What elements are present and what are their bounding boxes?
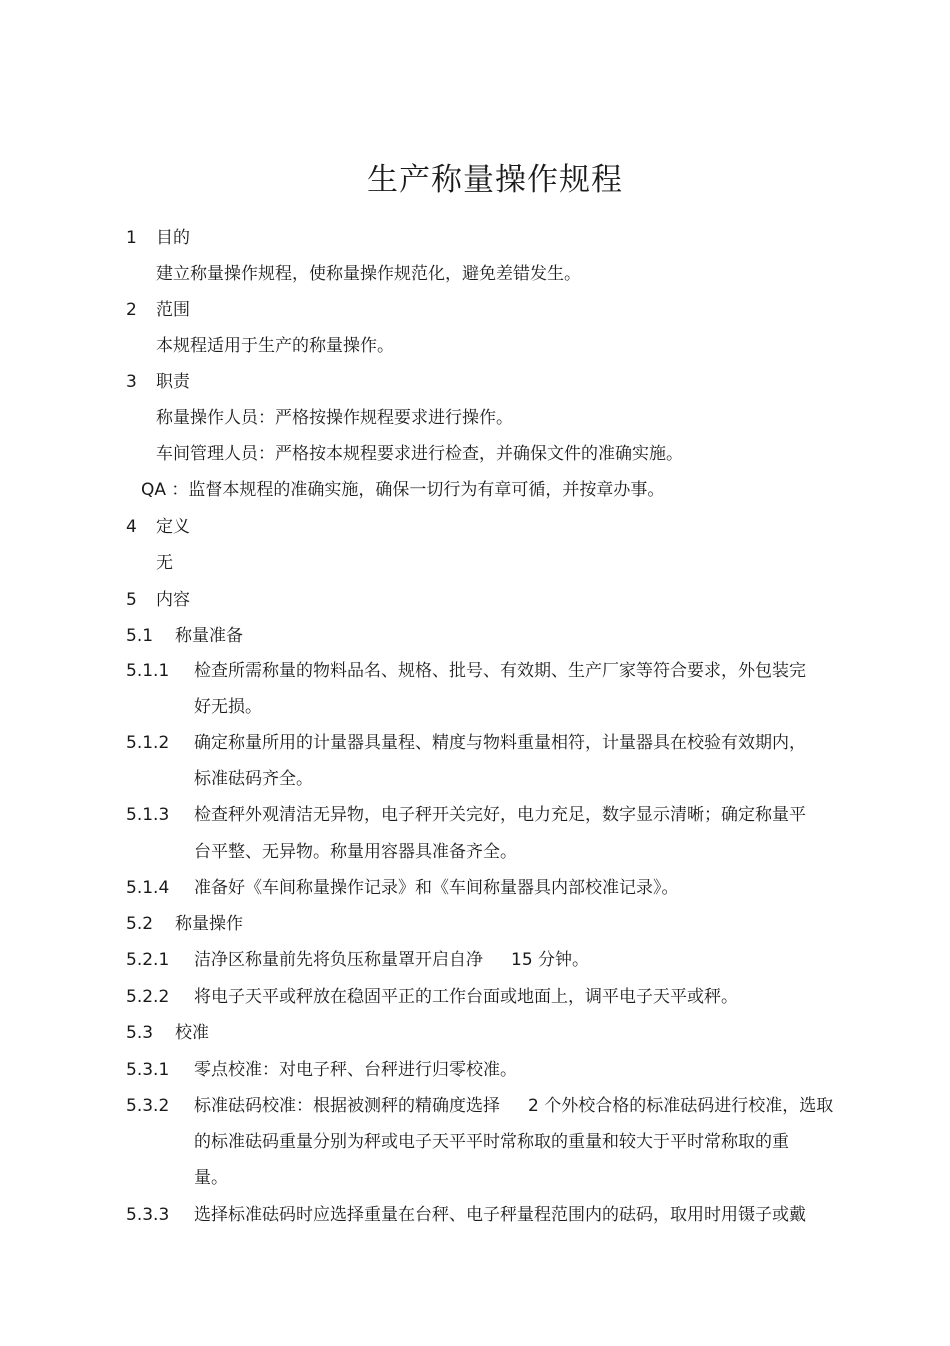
item-text: 标准砝码齐全。 — [194, 769, 313, 789]
section-number: 3 — [126, 372, 137, 392]
item-number: 5.3.2 — [126, 1096, 170, 1116]
item-text: 选择标准砝码时应选择重量在台秤、电子秤量程范围内的砝码，取用时用镊子或戴 — [194, 1205, 806, 1225]
subsection-number: 5.2 — [126, 914, 154, 934]
section-heading: 定义 — [156, 517, 190, 537]
item-number: 5.1.3 — [126, 805, 170, 825]
item-text-part: 洁净区称量前先将负压称量罩开启自净 — [194, 950, 483, 970]
item-text: 将电子天平或秤放在稳固平正的工作台面或地面上，调平电子天平或秤。 — [194, 987, 738, 1007]
subsection-heading: 称量操作 — [175, 914, 243, 934]
subsection-number: 5.1 — [126, 626, 154, 646]
section-heading: 范围 — [156, 300, 190, 320]
item-text-part: 15 分钟。 — [511, 950, 590, 970]
paragraph: 本规程适用于生产的称量操作。 — [156, 336, 394, 356]
item-text: 确定称量所用的计量器具量程、精度与物料重量相符，计量器具在校验有效期内， — [194, 733, 806, 753]
item-number: 5.1.4 — [126, 878, 170, 898]
item-text: 检查秤外观清洁无异物，电子秤开关完好，电力充足，数字显示清晰；确定称量平 — [194, 805, 806, 825]
item-number: 5.1.1 — [126, 661, 170, 681]
section-heading: 目的 — [156, 228, 190, 248]
section-number: 2 — [126, 300, 137, 320]
section-number: 5 — [126, 590, 137, 610]
section-heading: 职责 — [156, 372, 190, 392]
page-title: 生产称量操作规程 — [367, 162, 623, 198]
subsection-number: 5.3 — [126, 1023, 154, 1043]
section-number: 1 — [126, 228, 137, 248]
paragraph: QA ：监督本规程的准确实施，确保一切行为有章可循，并按章办事。 — [141, 480, 665, 500]
paragraph: 称量操作人员：严格按操作规程要求进行操作。 — [156, 408, 513, 428]
paragraph: 车间管理人员：严格按本规程要求进行检查，并确保文件的准确实施。 — [156, 444, 683, 464]
section-heading: 内容 — [156, 590, 190, 610]
item-text: 台平整、无异物。称量用容器具准备齐全。 — [194, 842, 517, 862]
item-number: 5.3.3 — [126, 1205, 170, 1225]
item-text-part: 2 个外校合格的标准砝码进行校准，选取 — [528, 1096, 834, 1116]
item-text: 量。 — [194, 1168, 228, 1188]
item-number: 5.1.2 — [126, 733, 170, 753]
section-number: 4 — [126, 517, 137, 537]
item-text: 准备好《车间称量操作记录》和《车间称量器具内部校准记录》。 — [194, 878, 679, 898]
item-text-part: 标准砝码校准：根据被测秤的精确度选择 — [194, 1096, 500, 1116]
item-number: 5.2.2 — [126, 987, 170, 1007]
subsection-heading: 校准 — [175, 1023, 209, 1043]
item-text: 检查所需称量的物料品名、规格、批号、有效期、生产厂家等符合要求，外包装完 — [194, 661, 806, 681]
item-text — [194, 1094, 833, 1118]
item-number: 5.2.1 — [126, 950, 170, 970]
item-text: 零点校准：对电子秤、台秤进行归零校准。 — [194, 1060, 517, 1080]
paragraph: 无 — [156, 553, 173, 573]
item-text: 的标准砝码重量分别为秤或电子天平平时常称取的重量和较大于平时常称取的重 — [194, 1132, 789, 1152]
item-text: 好无损。 — [194, 697, 262, 717]
item-text — [194, 948, 589, 972]
item-number: 5.3.1 — [126, 1060, 170, 1080]
subsection-heading: 称量准备 — [175, 626, 243, 646]
paragraph: 建立称量操作规程，使称量操作规范化，避免差错发生。 — [156, 264, 581, 284]
